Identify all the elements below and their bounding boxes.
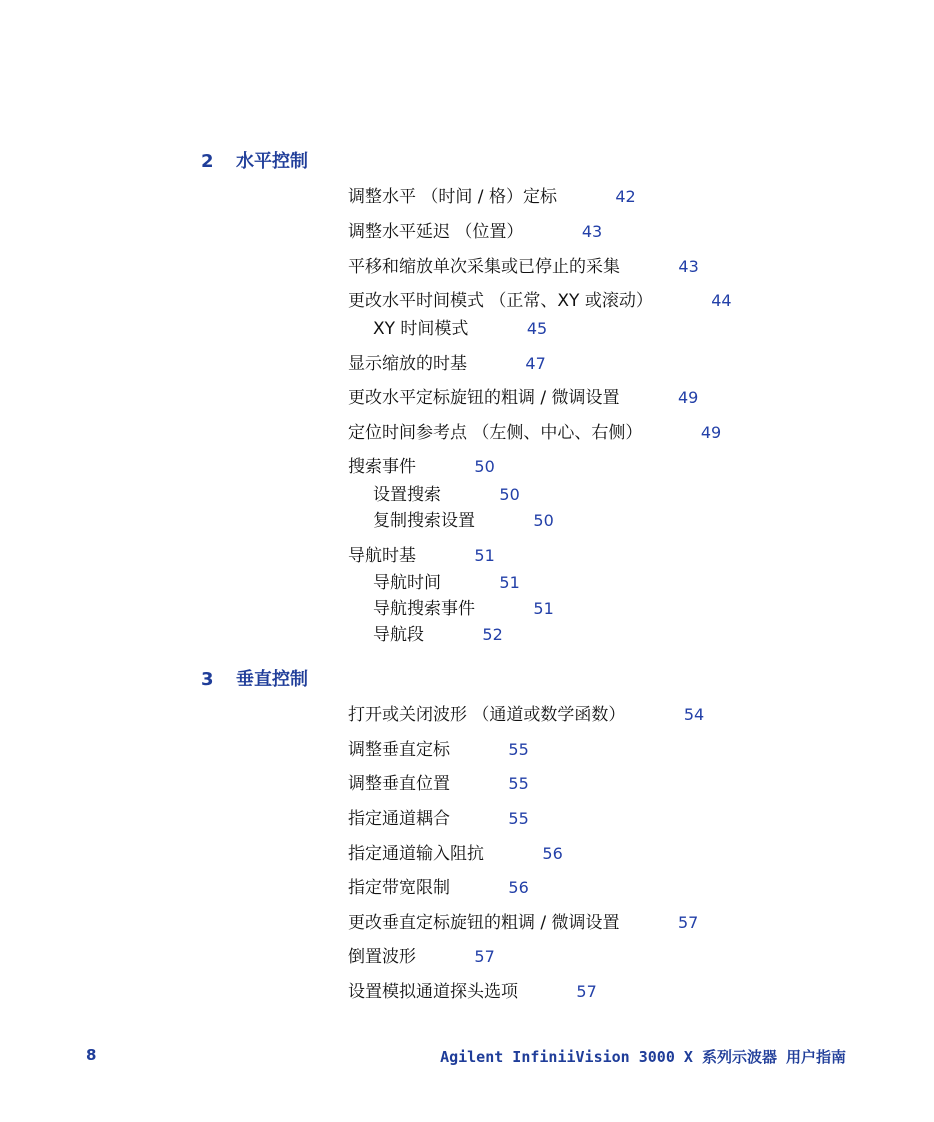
chapter-title: 水平控制: [236, 151, 308, 172]
chapter-number: 3: [201, 669, 214, 690]
chapter-title: 垂直控制: [236, 669, 308, 690]
toc-page-number[interactable]: 51: [474, 546, 495, 565]
toc-page-number[interactable]: 43: [678, 257, 699, 276]
footer-title: Agilent InfiniiVision 3000 X 系列示波器 用户指南: [440, 1048, 846, 1066]
toc-entry-text: 指定通道输入阻抗: [348, 844, 484, 864]
toc-entry-text: 指定带宽限制: [348, 878, 450, 898]
toc-entry-text: 指定通道耦合: [348, 809, 450, 829]
toc-entry-text: 定位时间参考点 （左侧、中心、右侧）: [348, 423, 643, 443]
toc-entry-text: 调整水平 （时间 / 格）定标: [348, 187, 557, 207]
toc-page-number[interactable]: 51: [499, 573, 520, 592]
toc-subentry[interactable]: [373, 594, 554, 619]
toc-entry[interactable]: [348, 908, 698, 933]
toc-entry[interactable]: [348, 217, 602, 242]
toc-entry-text: 平移和缩放单次采集或已停止的采集: [348, 257, 620, 277]
toc-page-number[interactable]: 54: [683, 705, 705, 724]
toc-page-number[interactable]: 57: [474, 947, 495, 966]
toc-entry[interactable]: [348, 873, 529, 898]
toc-entry-text: 更改水平时间模式 （正常、XY 或滚动）: [348, 291, 653, 311]
toc-entry-text: 调整垂直位置: [348, 774, 450, 794]
toc-entry-text: XY 时间模式: [373, 319, 469, 339]
toc-entry-text: 更改水平定标旋钮的粗调 / 微调设置: [348, 388, 620, 408]
toc-entry-text: 设置模拟通道探头选项: [348, 982, 518, 1002]
toc-page-number[interactable]: 51: [533, 599, 554, 618]
toc-entry[interactable]: [348, 383, 698, 408]
toc-entry-text: 导航时基: [348, 546, 416, 566]
toc-entry[interactable]: [348, 286, 732, 311]
toc-page-number[interactable]: 55: [508, 809, 529, 828]
chapter-heading: [201, 147, 308, 173]
toc-entry[interactable]: [348, 735, 529, 760]
toc-page-number[interactable]: 52: [482, 625, 503, 644]
toc-page-number[interactable]: 55: [508, 774, 529, 793]
toc-page-number[interactable]: 57: [677, 913, 699, 932]
toc-page-number[interactable]: 55: [508, 740, 529, 759]
toc-entry-text: 倒置波形: [348, 947, 416, 967]
toc-subentry[interactable]: [373, 568, 520, 593]
toc-page-number[interactable]: 56: [508, 878, 529, 897]
toc-page-number[interactable]: 44: [711, 291, 732, 310]
toc-entry-text: 导航搜索事件: [373, 599, 475, 619]
toc-entry-text: 打开或关闭波形 （通道或数学函数）: [348, 705, 626, 725]
toc-subentry[interactable]: [373, 314, 547, 339]
toc-entry-text: 调整垂直定标: [348, 740, 450, 760]
chapter-heading: [201, 665, 308, 691]
toc-subentry[interactable]: [373, 480, 520, 505]
toc-page-number[interactable]: 43: [581, 222, 603, 241]
toc-page-number[interactable]: 50: [533, 511, 554, 530]
toc-subentry[interactable]: [373, 506, 554, 531]
toc-entry[interactable]: [348, 977, 597, 1002]
toc-page-number[interactable]: 49: [677, 388, 699, 407]
toc-entry-text: 设置搜索: [373, 485, 441, 505]
toc-entry-text: 复制搜索设置: [373, 511, 475, 531]
footer-page-number: 8: [86, 1046, 97, 1064]
toc-entry[interactable]: [348, 769, 529, 794]
toc-entry[interactable]: [348, 804, 529, 829]
toc-page-number[interactable]: 50: [474, 457, 495, 476]
toc-entry[interactable]: [348, 349, 546, 374]
toc-subentry[interactable]: [373, 620, 503, 645]
toc-entry[interactable]: [348, 452, 495, 477]
toc-entry-text: 更改垂直定标旋钮的粗调 / 微调设置: [348, 913, 620, 933]
chapter-number: 2: [201, 151, 214, 172]
toc-page-number[interactable]: 57: [576, 982, 597, 1001]
toc-page-number[interactable]: 42: [615, 187, 636, 206]
toc-page-number[interactable]: 47: [525, 354, 546, 373]
toc-entry[interactable]: [348, 942, 495, 967]
toc-entry[interactable]: [348, 252, 699, 277]
toc-page-number[interactable]: 45: [526, 319, 548, 338]
toc-entry-text: 搜索事件: [348, 457, 416, 477]
toc-page-number[interactable]: 56: [542, 844, 563, 863]
toc-entry[interactable]: [348, 418, 721, 443]
toc-entry-text: 导航段: [373, 625, 424, 645]
toc-page-number[interactable]: 50: [499, 485, 520, 504]
toc-entry-text: 导航时间: [373, 573, 441, 593]
toc-entry-text: 显示缩放的时基: [348, 354, 467, 374]
toc-entry-text: 调整水平延迟 （位置）: [348, 222, 524, 242]
toc-entry[interactable]: [348, 182, 636, 207]
toc-entry[interactable]: [348, 541, 495, 566]
toc-entry[interactable]: [348, 700, 704, 725]
toc-page-number[interactable]: 49: [700, 423, 722, 442]
toc-entry[interactable]: [348, 839, 563, 864]
